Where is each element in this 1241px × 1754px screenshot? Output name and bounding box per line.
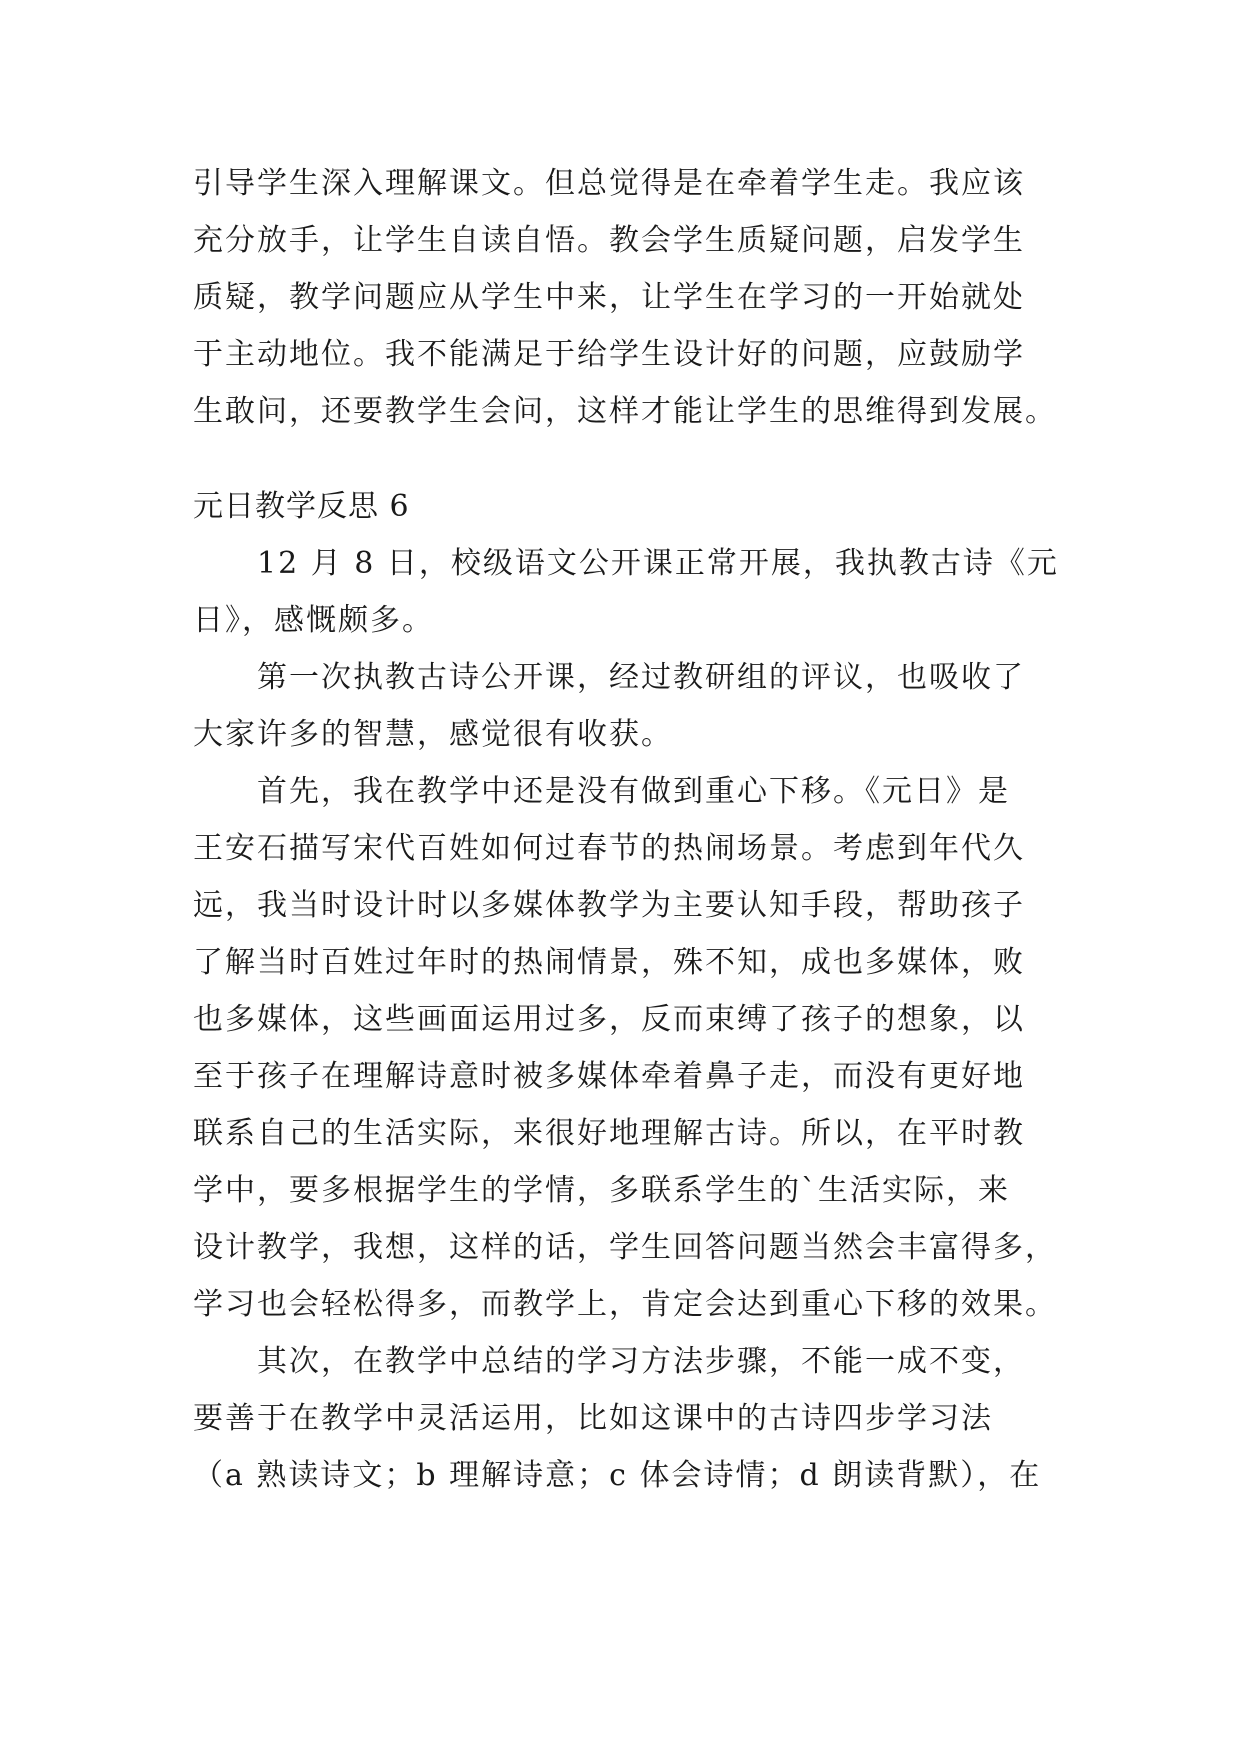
- paragraph-first-time: [193, 649, 1053, 763]
- text-line: 于主动地位。我不能满足于给学生设计好的问题，应鼓励学: [193, 337, 1025, 372]
- text-line: 质疑，教学问题应从学生中来，让学生在学习的一开始就处: [193, 280, 1025, 315]
- section-gap: [193, 440, 1053, 478]
- paragraph-continued: [193, 155, 1057, 440]
- text-line: 王安石描写宋代百姓如何过春节的热闹场景。考虑到年代久: [193, 831, 1025, 866]
- section-heading: 元日教学反思 6: [193, 489, 410, 524]
- text-line: 引导学生深入理解课文。但总觉得是在牵着学生走。我应该: [193, 166, 1025, 201]
- text-line: 12 月 8 日，校级语文公开课正常开展，我执教古诗《元: [257, 546, 1059, 581]
- text-line: 学中，要多根据学生的学情，多联系学生的`生活实际，来: [193, 1173, 1010, 1208]
- text-line: 要善于在教学中灵活运用，比如这课中的古诗四步学习法: [193, 1401, 993, 1436]
- text-line: 了解当时百姓过年时的热闹情景，殊不知，成也多媒体，败: [193, 945, 1025, 980]
- paragraph-first-point: [193, 763, 1057, 1333]
- text-line: 生敢问，还要教学生会问，这样才能让学生的思维得到发展。: [193, 394, 1057, 429]
- document-body: [193, 155, 1059, 1504]
- text-line: 第一次执教古诗公开课，经过教研组的评议，也吸收了: [257, 660, 1025, 695]
- text-line: 远，我当时设计时以多媒体教学为主要认知手段，帮助孩子: [193, 888, 1025, 923]
- text-line: 其次，在教学中总结的学习方法步骤，不能一成不变，: [257, 1344, 1025, 1379]
- text-line: 首先，我在教学中还是没有做到重心下移。《元日》是: [257, 774, 1010, 809]
- text-line: 大家许多的智慧，感觉很有收获。: [193, 717, 673, 752]
- text-line: 日》，感慨颇多。: [193, 603, 434, 638]
- text-line: 至于孩子在理解诗意时被多媒体牵着鼻子走，而没有更好地: [193, 1059, 1025, 1094]
- text-line: 充分放手，让学生自读自悟。教会学生质疑问题，启发学生: [193, 223, 1025, 258]
- text-line: 设计教学，我想，这样的话，学生回答问题当然会丰富得多，: [193, 1230, 1057, 1265]
- paragraph-date: [193, 535, 1059, 649]
- text-line: 联系自己的生活实际，来很好地理解古诗。所以，在平时教: [193, 1116, 1025, 1151]
- text-line: （a 熟读诗文；b 理解诗意；c 体会诗情；d 朗读背默），在: [193, 1458, 1042, 1493]
- paragraph-second-point: [193, 1333, 1053, 1504]
- text-line: 也多媒体，这些画面运用过多，反而束缚了孩子的想象，以: [193, 1002, 1025, 1037]
- text-line: 学习也会轻松得多，而教学上，肯定会达到重心下移的效果。: [193, 1287, 1057, 1322]
